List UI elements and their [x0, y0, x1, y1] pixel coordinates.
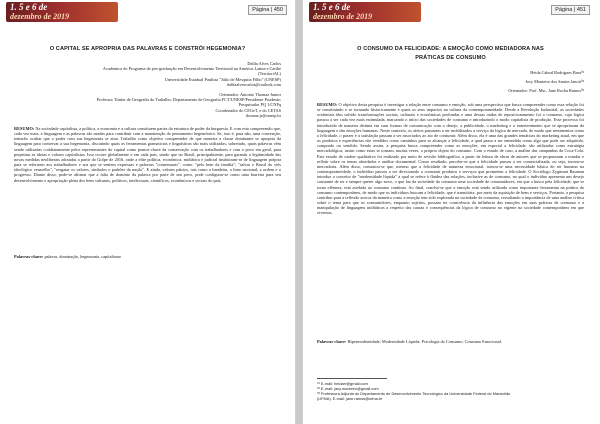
abstract-text: Na sociedade capitalista, a política, a economia e a cultura constituem partes da estrutura de poder da burguesia. E com esta compreensão que, cada vez mais, a linguagem e as palavras são usadas para contribuir com a manutenção do pensamento hegemônico. Se, isso é, para não, uma convenção, tentarão ocultar que o poder com sua hegemonia se atua. Trabalho como objetivo compreender de que maneira a classe dominante se apropria da linguagem para conservar a sua hegemonia, discutindo quais as ferramentas gramaticais e linguísticas são mais utilizadas, sobretudo, quais palavras vêm sendo utilizadas cotidianamente pelos representantes do capital como pontos-chave da conservação com os trabalhadores e com o povo em geral, para perpetuar as ideias e valores capitalistas. Isso ocorre globalmente e em cada país, sendo que no Brasil, principalmente, para garantir a legitimidade das novas medidas neoliberais adotadas a partir do Golpe de 2016, onde a elite política, econômica, midiática e judicial instituiram-se de linguagem própria para se referirem aos trabalhadores e aos que se sentem expressas e palavras "consensuais", como: "pelo bem da família"; "salvar o Brasil do viés ideológico vermelho"; "resgatar os valores, símbolos e padrões da nação". E ainda, valores pátrios, tais como a bandeira, o hino nacional, a ordem e o progresso. Diante disso, pode-se afirmar que a falta de domínio da palavra por parte de um povo, pode configurar-se como uma barreira para seu desenvolvimento e apropriação plena dos bens culturais, políticos, intelectuais, científicos, econômicos e sociais do país.: [14, 126, 282, 183]
event-logo-line2: dezembro de 2019: [313, 12, 373, 21]
keywords-label: Palavras-chave:: [317, 339, 347, 344]
event-logo-line2: dezembro de 2019: [10, 12, 70, 21]
footnote: ⁰³ Professora Adjunta do Departamento de Desenvolvimento Tecnológico da Universidade Federal do Maranhão: [317, 391, 511, 396]
author-affiliation: Universidade Estadual Paulista "Júlio de Mesquita Filho" (UNESP): [164, 76, 281, 82]
left-page[interactable]: [0, 0, 296, 424]
page-header: [303, 0, 598, 24]
advisor-name: Orientador: Prof. Msc. Jane Rocha Ramos⁰³: [508, 88, 584, 94]
author-name: Heida Cabral Rodrigues Bara⁰¹: [530, 70, 584, 75]
event-logo: [309, 2, 421, 22]
abstract: [317, 102, 584, 215]
advisor-affiliation: Pesquisador PQ 1/CNPq: [238, 102, 281, 108]
paper-title-line1: O CONSUMO DA FELICIDADE: A EMOÇÃO COMO MEDIADORA NAS: [357, 46, 544, 52]
paper-title: O CAPITAL SE APROPRIA DAS PALAVRAS E CONSTRÓI HEGEMONIA?: [49, 46, 246, 52]
footnotes: [317, 381, 510, 401]
advisor-email[interactable]: thomaz.jr@unesp.br: [246, 112, 281, 118]
footnote: ⁰¹ E-mail: heidarr@gmail.com: [317, 381, 368, 386]
keywords-text: palavra, dominação, hegemonia, capitalismo: [44, 254, 122, 259]
keywords: [14, 254, 281, 259]
keywords-label: Palavras-chave:: [14, 254, 44, 259]
event-logo: [6, 2, 118, 22]
abstract-text: O objetivo desta pesquisa é investigar a relação entre consumo e emoção, sob uma perspectiva que busca compreender como essa relação foi se constituindo e se tornando historicamente e quais os seus impactos na cultura da contemporaneidade. Desde a Revolução Industrial, as sociedades ocidentais têm sofrido transformações sociais, culturais e econômicas profundas e uma dessas ondas de reposicionamento foi o consumo, cuja lógica passou a ser cada vez mais estimulada, marcando o início das sociedades de consumo e introduzindo o modo capitalista de produção. Esse processo foi introduzido de maneira distinta em suas formas de comunicação com o desejo, a publicidade, o marketing e o entretenimento que se apropriaram da linguagem e das emoções humanas. Neste contexto, os afetos passaram a ser mobilizados a serviço da lógica de mercado, de modo que sentimentos como a felicidade, o prazer e a satisfação passam a ser associados ao ato de consumir. Além disso, ela é uma das grandes temáticas do marketing atual, em que os produtos e experiências são vendidos como caminhos para se alcançar a felicidade, a qual passa a ser entendida como algo que pode ser adquirido, comprado ou vendido. Sendo assim, a pesquisa busca compreender como as emoções, em especial a felicidade, são utilizadas como estratégia mercadológica, assim como estas se tornam, muitas vezes, o próprio objeto do consumo. Com o estudo de caso, a análise das campanhas da Coca-Cola. Este estudo de caráter qualitativo foi realizado por meio de revisão bibliográfica, a partir da leitura de obras de autores que se propuseram a estudar e refletir sobre os temas abordados e análise documental. Como resultado, percebe-se que a felicidade passou a ser comercializada, ou seja, tornou-se mercadoria. Além disso, constatou-se que, mesmo que a felicidade de natureza emocional, tornou-se uma necessidade básica do ser humano na contemporaneidade, o indivíduo passou a ser direcionado a consumir produtos e serviços que prometem a felicidade. O Sociólogo Zygmunt Bauman introduz o conceito de "modernidade líquida" a qual se refere à fluidez das relações, inclusive as de consumo, no qual o indivíduo apresenta um desejo constante de ter e sempre querer algo novo, o que faz da sociedade do consumo uma sociedade de consumidores, em que a busca pela felicidade, que se torna efêmera, está atrelada ao consumo contínuo. Ao final, conclui-se que a emoção está sendo utilizada como importante ferramenta na prática do consumo contemporâneo, de modo que os indivíduos buscam a felicidade, que é transitória, por meio da aquisição de bens e serviços. Portanto, a pesquisa contribui para a reflexão acerca da maneira como a emoção tem sido explorada na sociedade de consumo, ressaltando a importância de uma análise crítica sobre o tema para que os consumidores, enquanto sujeitos, possam ter consciência da influência das emoções em suas práticas de consumo e a manipulação de linguagens midiáticas a respeito das causas e consequências da lógica de consumo no vigente na sociedade contemporânea em que vivemos.: [317, 102, 584, 216]
page-number: Página | 450: [248, 5, 287, 15]
author-block: [317, 70, 584, 94]
abstract-label: RESUMO:: [14, 126, 35, 131]
page-header: [0, 0, 295, 24]
keywords-text: Hipermodernidade; Modernidade Líquida; Psicologia do Consumo; Consumo Emocional.: [347, 339, 502, 344]
event-logo-line1: 1. 5 e 6 de: [313, 2, 351, 12]
abstract-label: RESUMO:: [317, 102, 338, 107]
footnote: (UFMA). E-mail: jane.ramos@ufma.br: [317, 396, 383, 401]
advisor-name: Orientador: Antonio Thomaz Junior: [219, 92, 281, 97]
author-block: [14, 61, 281, 87]
footnote: ⁰² E-mail: jacy.monteiro@gmail.com: [317, 386, 379, 391]
advisor-affiliation: Professor Titular de Geografia do Trabalho; Departamento de Geografia FCT/UNESP/Presidente Prudente;: [96, 97, 281, 103]
page-number: Página | 451: [551, 5, 590, 15]
author-name: Dalila Alves Carlos: [247, 61, 281, 66]
author-affiliation: (TerritoriAL): [258, 71, 281, 77]
footnote-divider: [317, 378, 387, 379]
advisor-affiliation: Coordenador do CEGeT, e do CETAS: [215, 107, 281, 113]
abstract: [14, 126, 281, 183]
author-name: Josy Monteiro dos Santos Janoti⁰²: [525, 79, 584, 85]
keywords: [317, 339, 584, 344]
author-email[interactable]: dalilaalvescarlos@outlook.com: [226, 81, 281, 87]
advisor-block: [14, 92, 281, 118]
event-logo-line1: 1. 5 e 6 de: [10, 2, 48, 12]
paper-title-line2: PRÁTICAS DE CONSUMO: [415, 55, 486, 61]
author-affiliation: Academica do Programa de pós-graduação em Desenvolvimento Territorial na América Latina e Caribe: [102, 66, 281, 72]
right-page[interactable]: [302, 0, 598, 424]
